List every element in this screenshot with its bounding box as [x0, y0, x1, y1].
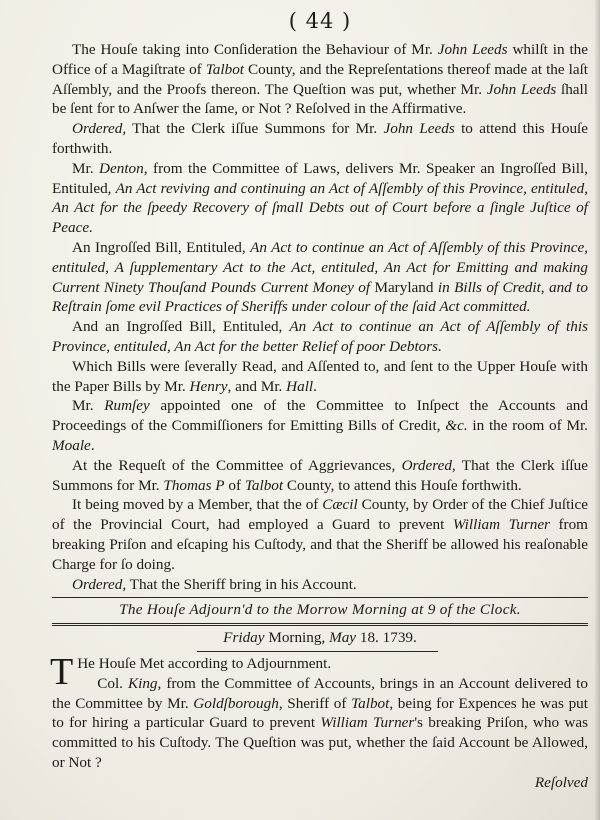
body-text	[52, 40, 588, 792]
paragraph-p2	[52, 119, 588, 159]
text-run: , Sheriff of	[278, 694, 352, 712]
section2-first-line: He Houſe Met according to Adjournment.	[77, 654, 332, 672]
date-month: May	[329, 629, 357, 647]
text-run: An Act to continue an Act of Aſſembly of this Province, entituled, An Act for the better Relief of poor Debtors.	[52, 318, 588, 355]
text-run: Henry	[189, 377, 228, 395]
text-run: whilſt in the Office of a Magiſtrate of	[52, 41, 588, 78]
text-run: John Leeds	[383, 120, 455, 138]
text-run: That the Clerk iſſue Summons for Mr.	[52, 456, 588, 494]
adjournment-line: The Houſe Adjourn'd to the Morrow Morning at 9 of the Clock.	[119, 601, 521, 619]
drop-cap: T	[50, 650, 74, 693]
text-run: Goldſborough	[193, 694, 279, 712]
text-run: Cæcil	[322, 496, 358, 514]
text-run: of	[224, 476, 245, 494]
text-run: Talbot	[244, 476, 284, 494]
text-run: Denton	[99, 159, 144, 177]
text-run: , and Mr.	[227, 377, 287, 395]
date-tail: 18. 1739.	[356, 629, 417, 647]
section-rule	[52, 623, 588, 626]
text-run: ſhall be ſent for to Anſwer the ſame, or Not ? Reſolved in the Affirmative.	[52, 80, 588, 118]
date-day: Friday	[223, 629, 265, 647]
text-run: .	[90, 436, 95, 454]
text-run: Moale	[52, 436, 91, 454]
text-run: John Leeds	[486, 80, 557, 98]
text-run: Talbot	[205, 60, 245, 78]
text-run: That the Clerk iſſue Summons for Mr.	[126, 120, 384, 138]
text-run: Mr.	[72, 397, 105, 415]
text-run: , from the Committee of Accounts, brings in an Account delivered to the Committee by Mr.	[52, 674, 588, 712]
paragraph-p8	[52, 456, 588, 496]
text-run: An Act to continue an Act of Aſſembly of this Province, entituled, A ſupplementary Act to the Act, entituled, An Act for Emitting and making Current Ninety Thouſand Pounds Current Money of	[52, 238, 588, 296]
page-number: ( 44 )	[288, 9, 352, 33]
text-run: An Act reviving and continuing an Act of Aſſembly of this Province, entituled, An Act for the ſpeedy Recovery of ſmall Debts out of Court before a ſingle Juſtice of Peace.	[52, 179, 588, 237]
text-run: That the Sheriff bring in his Account.	[126, 575, 357, 593]
paragraph-p4	[52, 238, 588, 317]
text-run: , being for Expences he was put to for hiring a particular Guard to prevent	[52, 694, 588, 732]
text-run: in the room of Mr.	[467, 417, 588, 435]
text-run: At the Requeſt of the Committee of Aggrievances,	[72, 456, 402, 474]
text-run: Maryland	[374, 278, 434, 296]
text-run: in Bills of Credit, and to Reſtrain ſome evil Practices of Sheriffs under colour of the ſaid Act committed.	[52, 278, 588, 316]
text-run: Ordered,	[72, 120, 127, 138]
text-run: to attend this Houſe forthwith.	[52, 120, 588, 157]
text-run: Rumſey	[104, 397, 150, 415]
text-run: Mr.	[72, 159, 100, 177]
text-run: Talbot	[351, 694, 390, 712]
text-run: Thomas P	[163, 476, 225, 494]
text-run: 's breaking Priſon, who was committed to his Cuſtody. The Queſtion was put, whether the ſaid Account be Allowed, or Not ?	[52, 714, 588, 771]
text-run: County, and the Repreſentations thereof made at the laſt Aſſembly, and the Proofs thereon. The Queſtion was put, whether Mr.	[52, 60, 589, 98]
text-run: , from the Committee of Laws, delivers Mr. Speaker an Ingroſſed Bill, Entituled,	[52, 159, 588, 197]
text-run: William Turner	[452, 516, 550, 534]
catchword: Reſolved	[534, 773, 588, 791]
paragraph-group-2	[52, 674, 588, 773]
top-rule	[52, 597, 588, 598]
text-run: John Leeds	[437, 41, 508, 58]
scan-shadow-edge	[594, 0, 600, 820]
date-rest: Morning,	[264, 629, 330, 647]
paragraph-q1	[52, 674, 588, 773]
text-run: appointed one of the Committee to Inſpect the Accounts and Proceedings of the Commiſſioners for Emitting Bills of Credit,	[52, 397, 588, 435]
text-run: Hall	[286, 377, 314, 395]
text-run: from breaking Priſon and eſcaping his Cuſtody, and that the Sheriff be allowed his reaſonable Charge for ſo doing.	[52, 516, 588, 573]
paragraph-p6	[52, 357, 588, 397]
text-run: An Ingroſſed Bill, Entituled,	[72, 238, 251, 256]
text-run: Ordered,	[72, 575, 127, 593]
paragraph-p3	[52, 159, 588, 238]
text-run: .	[313, 377, 317, 395]
paragraph-p10	[52, 575, 588, 595]
text-run: It being moved by a Member, that the of	[72, 496, 323, 514]
text-run: William Turner	[320, 714, 415, 732]
paragraph-p5	[52, 317, 588, 357]
text-run: Which Bills were ſeverally Read, and Aſſented to, and ſent to the Upper Houſe with the Paper Bills by Mr.	[52, 357, 588, 395]
text-run: And an Ingroſſed Bill, Entituled,	[72, 318, 290, 336]
paragraph-p9	[52, 495, 588, 574]
text-run: Col.	[97, 674, 128, 692]
paragraph-p1	[52, 40, 588, 119]
text-run: The Houſe taking into Conſideration the Behaviour of Mr.	[72, 41, 438, 58]
text-run: County, to attend this Houſe forthwith.	[283, 476, 522, 494]
text-run: County, by Order of the Chief Juſtice of the Provincial Court, had employed a Guard to prevent	[52, 496, 589, 534]
text-run: King	[127, 674, 158, 692]
date-rule	[197, 651, 438, 652]
paragraph-group-1	[52, 40, 588, 594]
text-run: Ordered,	[401, 456, 456, 474]
paragraph-p7	[52, 396, 588, 455]
date-line	[52, 628, 588, 648]
text-run: &c.	[445, 417, 468, 435]
